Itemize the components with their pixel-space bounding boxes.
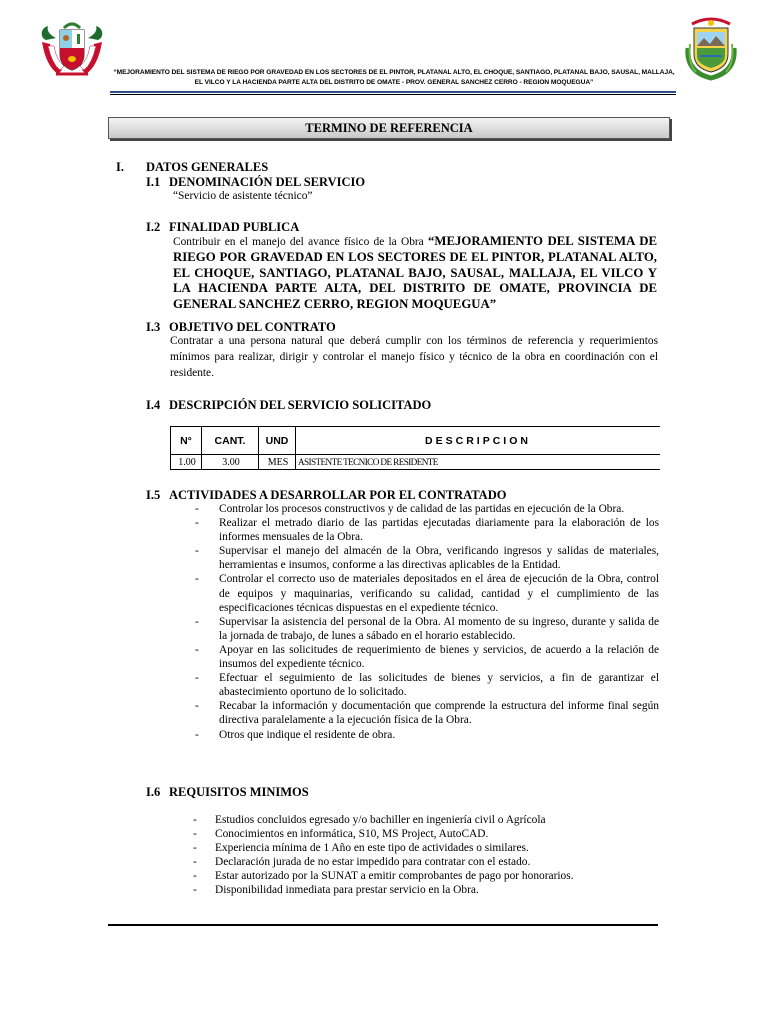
list-item: - Realizar el metrado diario de las partidas ejecutadas diariamente para la elaboración de los informes mensuales de la Obra. [195,516,659,544]
list-item: - Controlar el correcto uso de materiales depositados en el área de ejecución de la Obra, control de equipos y maquinarias, verificando su calidad, cantidad y el cumplimiento de las especificaciones técnicas dispuestas en el expediente técnico. [195,572,659,614]
municipal-seal-icon [682,14,740,82]
subsection-title: DENOMINACIÓN DEL SERVICIO [169,175,366,189]
subsection-title: OBJETIVO DEL CONTRATO [169,320,336,334]
subsection-number: I.6 [146,785,161,799]
subsection-number: I.2 [146,220,161,234]
list-item: - Otros que indique el residente de obra. [195,728,659,742]
list-item: - Experiencia mínima de 1 Año en este tipo de actividades o similares. [193,841,653,855]
subsection-title: FINALIDAD PUBLICA [169,220,300,234]
header-rule-black [110,94,676,95]
column-header: CANT. [202,427,259,455]
subsection-number: I.4 [146,398,161,412]
section-title: DATOS GENERALES [146,160,269,174]
section-number: I. [116,160,124,174]
table-cell: 1.00 [171,455,202,470]
list-item: - Supervisar la asistencia del personal de la Obra. Al momento de su ingreso, durante y salida de la jornada de trabajo, de lunes a sábado en el horario establecido. [195,615,659,643]
requirements-list [193,813,653,898]
subsection-number: I.5 [146,488,161,502]
footer-rule [108,924,658,926]
table-cell: 3.00 [202,455,259,470]
document-title-box [108,117,670,139]
table-cell: MES [259,455,296,470]
list-item: - Disponibilidad inmediata para prestar servicio en la Obra. [193,883,653,897]
peru-coat-of-arms-icon [38,16,106,82]
list-item: - Controlar los procesos constructivos y de calidad de las partidas en ejecución de la Obra. [195,502,659,516]
subsection-number: I.3 [146,320,161,334]
project-header-line2: EL VILCO Y LA HACIENDA PARTE ALTA DEL DISTRITO DE OMATE - PROV. GENERAL SANCHEZ CERRO - REGION MOQUEGUA” [194,79,594,86]
subsection-title: ACTIVIDADES A DESARROLLAR POR EL CONTRATADO [169,488,507,502]
list-item: - Estar autorizado por la SUNAT a emitir comprobantes de pago por honorarios. [193,869,653,883]
service-name: “Servicio de asistente técnico” [173,190,313,202]
list-item: - Supervisar el manejo del almacén de la Obra, verificando ingresos y salidas de materiales, herramientas e insumos, conforme a las directivas aplicables de la Entidad. [195,544,659,572]
document-title: TERMINO DE REFERENCIA [305,120,473,135]
activities-list [195,502,659,742]
list-item: - Recabar la información y documentación que comprende la estructura del informe final según directiva paralelamente a la ejecución física de la Obra. [195,699,659,727]
column-header: DESCRIPCION [296,427,661,455]
header-rule-blue [110,91,676,93]
table-header-row [171,427,661,455]
service-table [170,426,660,470]
public-purpose-intro: Contribuir en el manejo del avance físico de la Obra [173,236,428,248]
project-name: “MEJORAMIENTO DEL SISTEMA DE RIEGO POR GRAVEDAD EN LOS SECTORES DE EL PINTOR, PLATANAL ALTO, EL CHOQUE, SANTIAGO, PLATANAL BAJO, SAUSAL, MALLAJA, EL VILCO Y LA HACIENDA PARTE ALTA, DEL DISTRITO DE OMATE, PROVINCIA DE GENERAL SANCHEZ CERRO, REGION MOQUEGUA” [173,234,657,311]
public-purpose-paragraph [173,234,657,312]
subsection-title: REQUISITOS MINIMOS [169,785,309,799]
list-item: - Apoyar en las solicitudes de requerimiento de bienes y servicios, de acuerdo a la relación de insumos del expediente técnico. [195,643,659,671]
column-header: UND [259,427,296,455]
list-item: - Declaración jurada de no estar impedido para contratar con el estado. [193,855,653,869]
list-item: - Conocimientos en informática, S10, MS Project, AutoCAD. [193,827,653,841]
contract-objective-text: Contratar a una persona natural que deberá cumplir con los términos de referencia y requerimientos mínimos para realizar, dirigir y controlar el manejo físico y técnico de la obra en coordinación con el residente. [170,335,658,379]
subsection-number: I.1 [146,175,161,189]
column-header: N° [171,427,202,455]
table-cell: ASISTENTE TECNICO DE RESIDENTE [296,455,661,470]
table-row [171,455,661,470]
project-header [110,68,678,88]
list-item: - Estudios concluidos egresado y/o bachiller en ingeniería civil o Agrícola [193,813,653,827]
list-item: - Efectuar el seguimiento de las solicitudes de bienes y servicios, a fin de garantizar el abastecimiento oportuno de lo solicitado. [195,671,659,699]
project-header-line1: “MEJORAMIENTO DEL SISTEMA DE RIEGO POR GRAVEDAD EN LOS SECTORES DE EL PINTOR, PLATANAL ALTO, EL CHOQUE, SANTIAGO, PLATANAL BAJO, SAUSAL, MALLAJA, [113,69,675,76]
subsection-title: DESCRIPCIÓN DEL SERVICIO SOLICITADO [169,398,432,412]
